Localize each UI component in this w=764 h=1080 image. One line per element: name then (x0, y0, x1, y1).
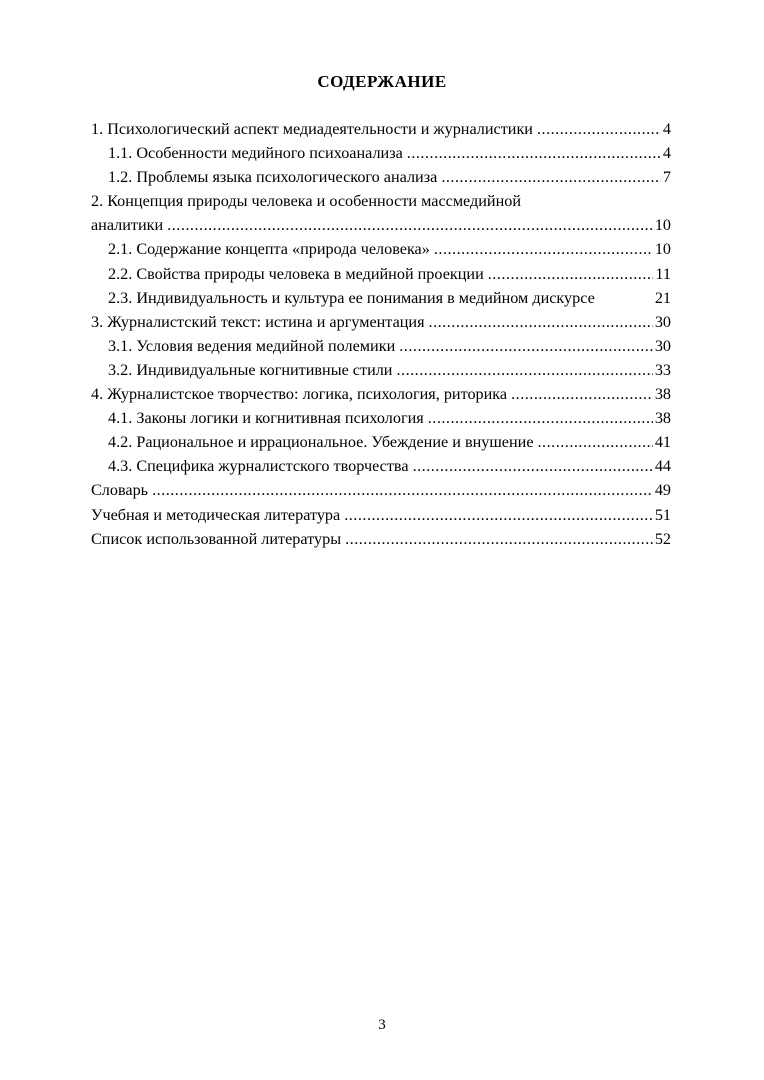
toc-entry-page: 11 (655, 264, 671, 283)
toc-entry-page: 44 (654, 457, 671, 476)
toc-entry-label: аналитики (91, 216, 164, 235)
dot-leader (152, 478, 653, 502)
dot-leader (167, 213, 653, 237)
dot-leader (537, 117, 661, 141)
toc-entry-page: 30 (654, 312, 671, 331)
dot-leader (441, 165, 661, 189)
toc-entry-label: 4.2. Рациональное и иррациональное. Убеждение и внушение (108, 433, 534, 452)
toc-entry-label: 3.2. Индивидуальные когнитивные стили (108, 360, 393, 379)
toc-entry-label: Учебная и методическая литература (91, 505, 341, 524)
toc-entry-page: 10 (654, 240, 671, 259)
toc-entry-2-1[interactable] (91, 237, 671, 261)
dot-leader (396, 358, 652, 382)
page-number: 3 (378, 1017, 386, 1033)
toc-entry-page: 21 (654, 288, 671, 307)
toc-entry-label: 1.1. Особенности медийного психоанализа (108, 144, 403, 163)
toc-entry-1-2[interactable] (91, 165, 671, 189)
toc-entry-page: 41 (654, 433, 671, 452)
toc-entry-references[interactable] (91, 527, 671, 551)
toc-entry-page: 33 (654, 360, 671, 379)
toc-entry-2-3[interactable] (91, 286, 671, 310)
toc-entry-label: 4.3. Специфика журналистского творчества (108, 457, 409, 476)
toc-entry-page: 4 (662, 144, 671, 163)
toc-entry-label: 2.2. Свойства природы человека в медийной проекции (108, 264, 484, 283)
dot-leader (407, 141, 661, 165)
dot-leader (428, 406, 653, 430)
dot-leader (345, 527, 653, 551)
table-of-contents (91, 117, 671, 551)
toc-title: СОДЕРЖАНИЕ (317, 72, 447, 91)
toc-entry-2-2[interactable] (91, 262, 671, 286)
toc-entry-label: 4. Журналистское творчество: логика, психология, риторика (91, 385, 508, 404)
toc-entry-label: 4.1. Законы логики и когнитивная психология (108, 409, 424, 428)
toc-entry-study-literature[interactable] (91, 503, 671, 527)
dot-leader (344, 503, 653, 527)
toc-entry-2[interactable] (91, 189, 671, 237)
toc-entry-glossary[interactable] (91, 478, 671, 502)
toc-entry-label: Словарь (91, 481, 149, 500)
toc-entry-label: 2.1. Содержание концепта «природа человека» (108, 240, 430, 259)
dot-leader (413, 454, 653, 478)
toc-entry-3[interactable] (91, 310, 671, 334)
toc-entry-label: 2.3. Индивидуальность и культура ее понимания в медийном дискурсе (108, 288, 595, 307)
toc-entry-4-3[interactable] (91, 454, 671, 478)
toc-entry-page: 38 (654, 409, 671, 428)
toc-entry-label: 1.2. Проблемы языка психологического анализа (108, 168, 438, 187)
dot-leader (488, 262, 654, 286)
toc-entry-4-1[interactable] (91, 406, 671, 430)
toc-entry-label: 3.1. Условия ведения медийной полемики (108, 336, 396, 355)
toc-entry-4-2[interactable] (91, 430, 671, 454)
toc-entry-page: 30 (654, 336, 671, 355)
dot-leader (538, 430, 653, 454)
toc-entry-4[interactable] (91, 382, 671, 406)
toc-entry-1[interactable] (91, 117, 671, 141)
toc-entry-3-2[interactable] (91, 358, 671, 382)
toc-entry-label: 1. Психологический аспект медиадеятельности и журналистики (91, 120, 533, 138)
toc-entry-3-1[interactable] (91, 334, 671, 358)
toc-entry-page: 49 (654, 481, 671, 500)
dot-leader (511, 382, 653, 406)
toc-entry-page: 10 (654, 216, 671, 235)
dot-leader (399, 334, 653, 358)
toc-entry-label-line1: 2. Концепция природы человека и особенности массмедийной (91, 192, 522, 211)
dot-leader (434, 237, 653, 261)
toc-entry-page: 4 (662, 120, 671, 138)
toc-entry-page: 7 (662, 168, 671, 187)
toc-entry-label: Список использованной литературы (91, 529, 342, 548)
toc-entry-label: 3. Журналистский текст: истина и аргументация (91, 312, 425, 331)
toc-entry-page: 51 (654, 505, 671, 524)
toc-entry-page: 52 (654, 529, 671, 548)
dot-leader (429, 310, 653, 334)
toc-entry-1-1[interactable] (91, 141, 671, 165)
toc-entry-page: 38 (654, 385, 671, 404)
